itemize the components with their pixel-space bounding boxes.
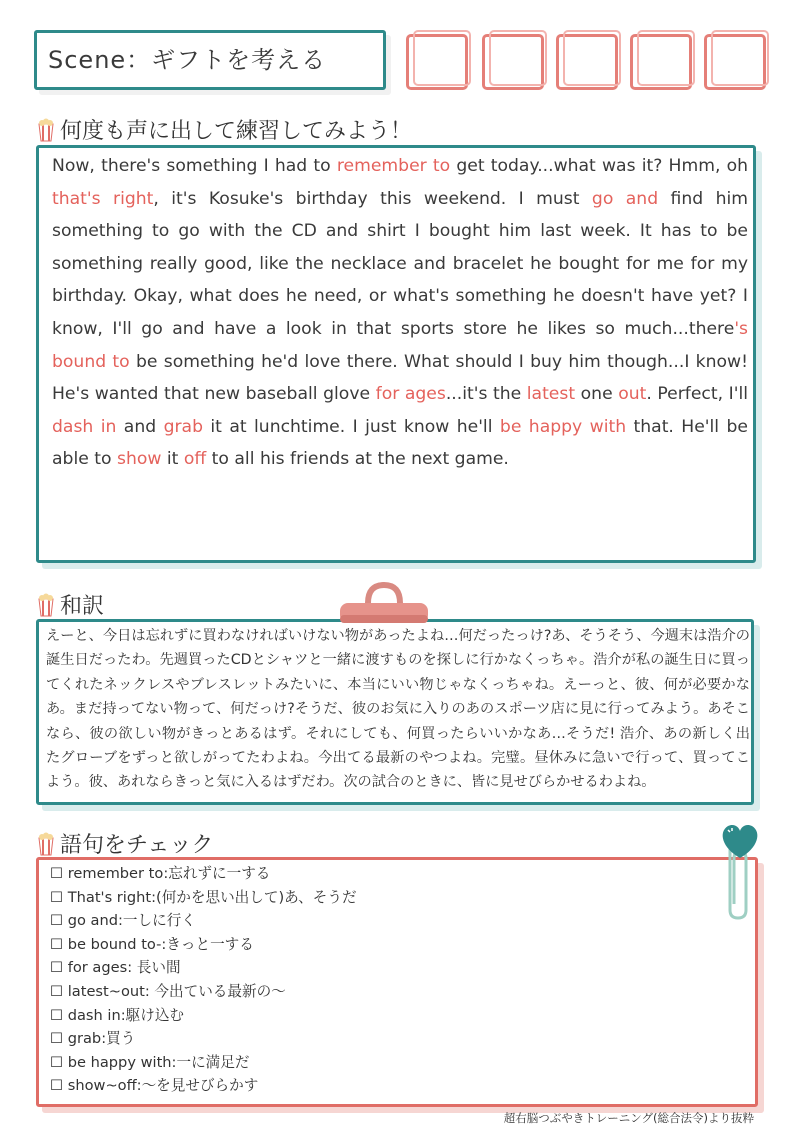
passage-text: ...it's the (445, 384, 527, 405)
translation-heading-text: 和訳 (60, 594, 105, 619)
passage-text: be something he'd love there. What should I buy him though...I know! He's wanted that new baseball glove (52, 351, 748, 405)
popcorn-icon (36, 593, 56, 617)
practice-heading-text: 何度も声に出して練習してみよう！ (60, 119, 413, 144)
english-passage (52, 150, 748, 476)
passage-text: , it's Kosuke's birthday this weekend. I must (153, 188, 592, 209)
practice-heading (36, 114, 412, 145)
binder-clip-icon (336, 577, 432, 627)
passage-text: and (116, 416, 164, 437)
highlighted-phrase: grab (163, 416, 203, 437)
highlighted-phrase: show (116, 449, 162, 470)
passage-text: it at lunchtime. I just know he'll (202, 416, 500, 437)
highlighted-phrase: remember to (336, 156, 451, 176)
vocab-item: ☐ latest~out: 今出ている最新の〜 (50, 982, 286, 1000)
passage-text: Now, there's something I had to (52, 156, 337, 176)
vocab-item: ☐ show~off:〜を見せびらかす (50, 1077, 259, 1095)
highlighted-phrase: dash in (52, 416, 117, 437)
vocab-item: ☐ be bound to-:きっと一する (50, 935, 254, 953)
source-footer: 超右脳つぶやきトレーニング(総合法令)より抜粋 (503, 1111, 754, 1125)
stamp-box-3 (556, 34, 618, 90)
passage-text: it (161, 449, 184, 470)
popcorn-icon (36, 118, 56, 142)
highlighted-phrase: 's bound to (52, 318, 748, 372)
highlighted-phrase: go and (591, 188, 659, 209)
stamp-box-4 (630, 34, 692, 90)
passage-text: that. He'll be able to (52, 416, 748, 470)
passage-text: to all his friends at the next game. (206, 449, 509, 470)
passage-text: . Perfect, I'll (646, 384, 748, 405)
page-title: Scene：ギフトを考える (48, 46, 327, 74)
stamp-box-2 (482, 34, 544, 90)
vocab-item: ☐ for ages: 長い間 (50, 959, 181, 977)
vocab-heading (36, 828, 213, 859)
vocab-item: ☐ grab:買う (50, 1030, 136, 1048)
heart-paperclip-icon (712, 818, 768, 922)
vocab-item: ☐ remember to:忘れずに一する (50, 865, 271, 882)
passage-text: find him something to go with the CD and shirt I bought him last week. It has to be something really good, like the necklace and bracelet he bought for me for my birthday. Okay, what does he need, or what's something he doesn't have yet? I know, I'll go and have a look in that sports store he likes so much...there (52, 188, 748, 339)
japanese-translation: えーと、今日は忘れずに買わなければいけない物があったよね…何だったっけ?あ、そうそう、今週末は浩介の誕生日だったわ。先週買ったCDとシャツと一緒に渡すものを探しに行かなくっちゃ。浩介が私の誕生日に買ってくれたネックレスやブレスレットみたいに、本当にいい物じゃなくっちゃね。えーっと、彼、何が必要かなあ。まだ持ってない物って、何だっけ?そうだ、彼のお気に入りのあのスポーツ店に見に行ってみよう。あそこなら、彼の欲しい物がきっとあるはず。それにしても、何買ったらいいかなあ…そうだ! 浩介、あの新しく出たグローブをずっと欲しがってたわよね。今出てる最新のやつよね。完璧。昼休みに急いで行って、買ってこよう。彼、あれならきっと気に入るはずだわ。次の試合のときに、皆に見せびらかせるわよね。 (46, 628, 750, 791)
vocab-item: ☐ That's right:(何かを思い出して)あ、そうだ (50, 888, 357, 906)
passage-text: get today...what was it? Hmm, oh (450, 156, 749, 176)
vocab-item: ☐ go and:一しに行く (50, 912, 196, 930)
popcorn-icon (36, 832, 56, 856)
highlighted-phrase: that's right (52, 188, 154, 209)
vocab-item: ☐ be happy with:一に満足だ (50, 1053, 250, 1071)
vocab-item: ☐ dash in:駆け込む (50, 1006, 185, 1024)
stamp-box-1 (406, 34, 468, 90)
vocab-heading-text: 語句をチェック (60, 833, 214, 858)
highlighted-phrase: out (618, 384, 647, 405)
translation-heading (36, 589, 104, 620)
highlighted-phrase: for ages (375, 384, 446, 405)
vocab-list (50, 862, 357, 1098)
passage-text: one (575, 384, 619, 405)
highlighted-phrase: off (183, 449, 207, 470)
highlighted-phrase: be happy with (499, 416, 627, 437)
highlighted-phrase: latest (526, 384, 576, 405)
stamp-box-5 (704, 34, 766, 90)
